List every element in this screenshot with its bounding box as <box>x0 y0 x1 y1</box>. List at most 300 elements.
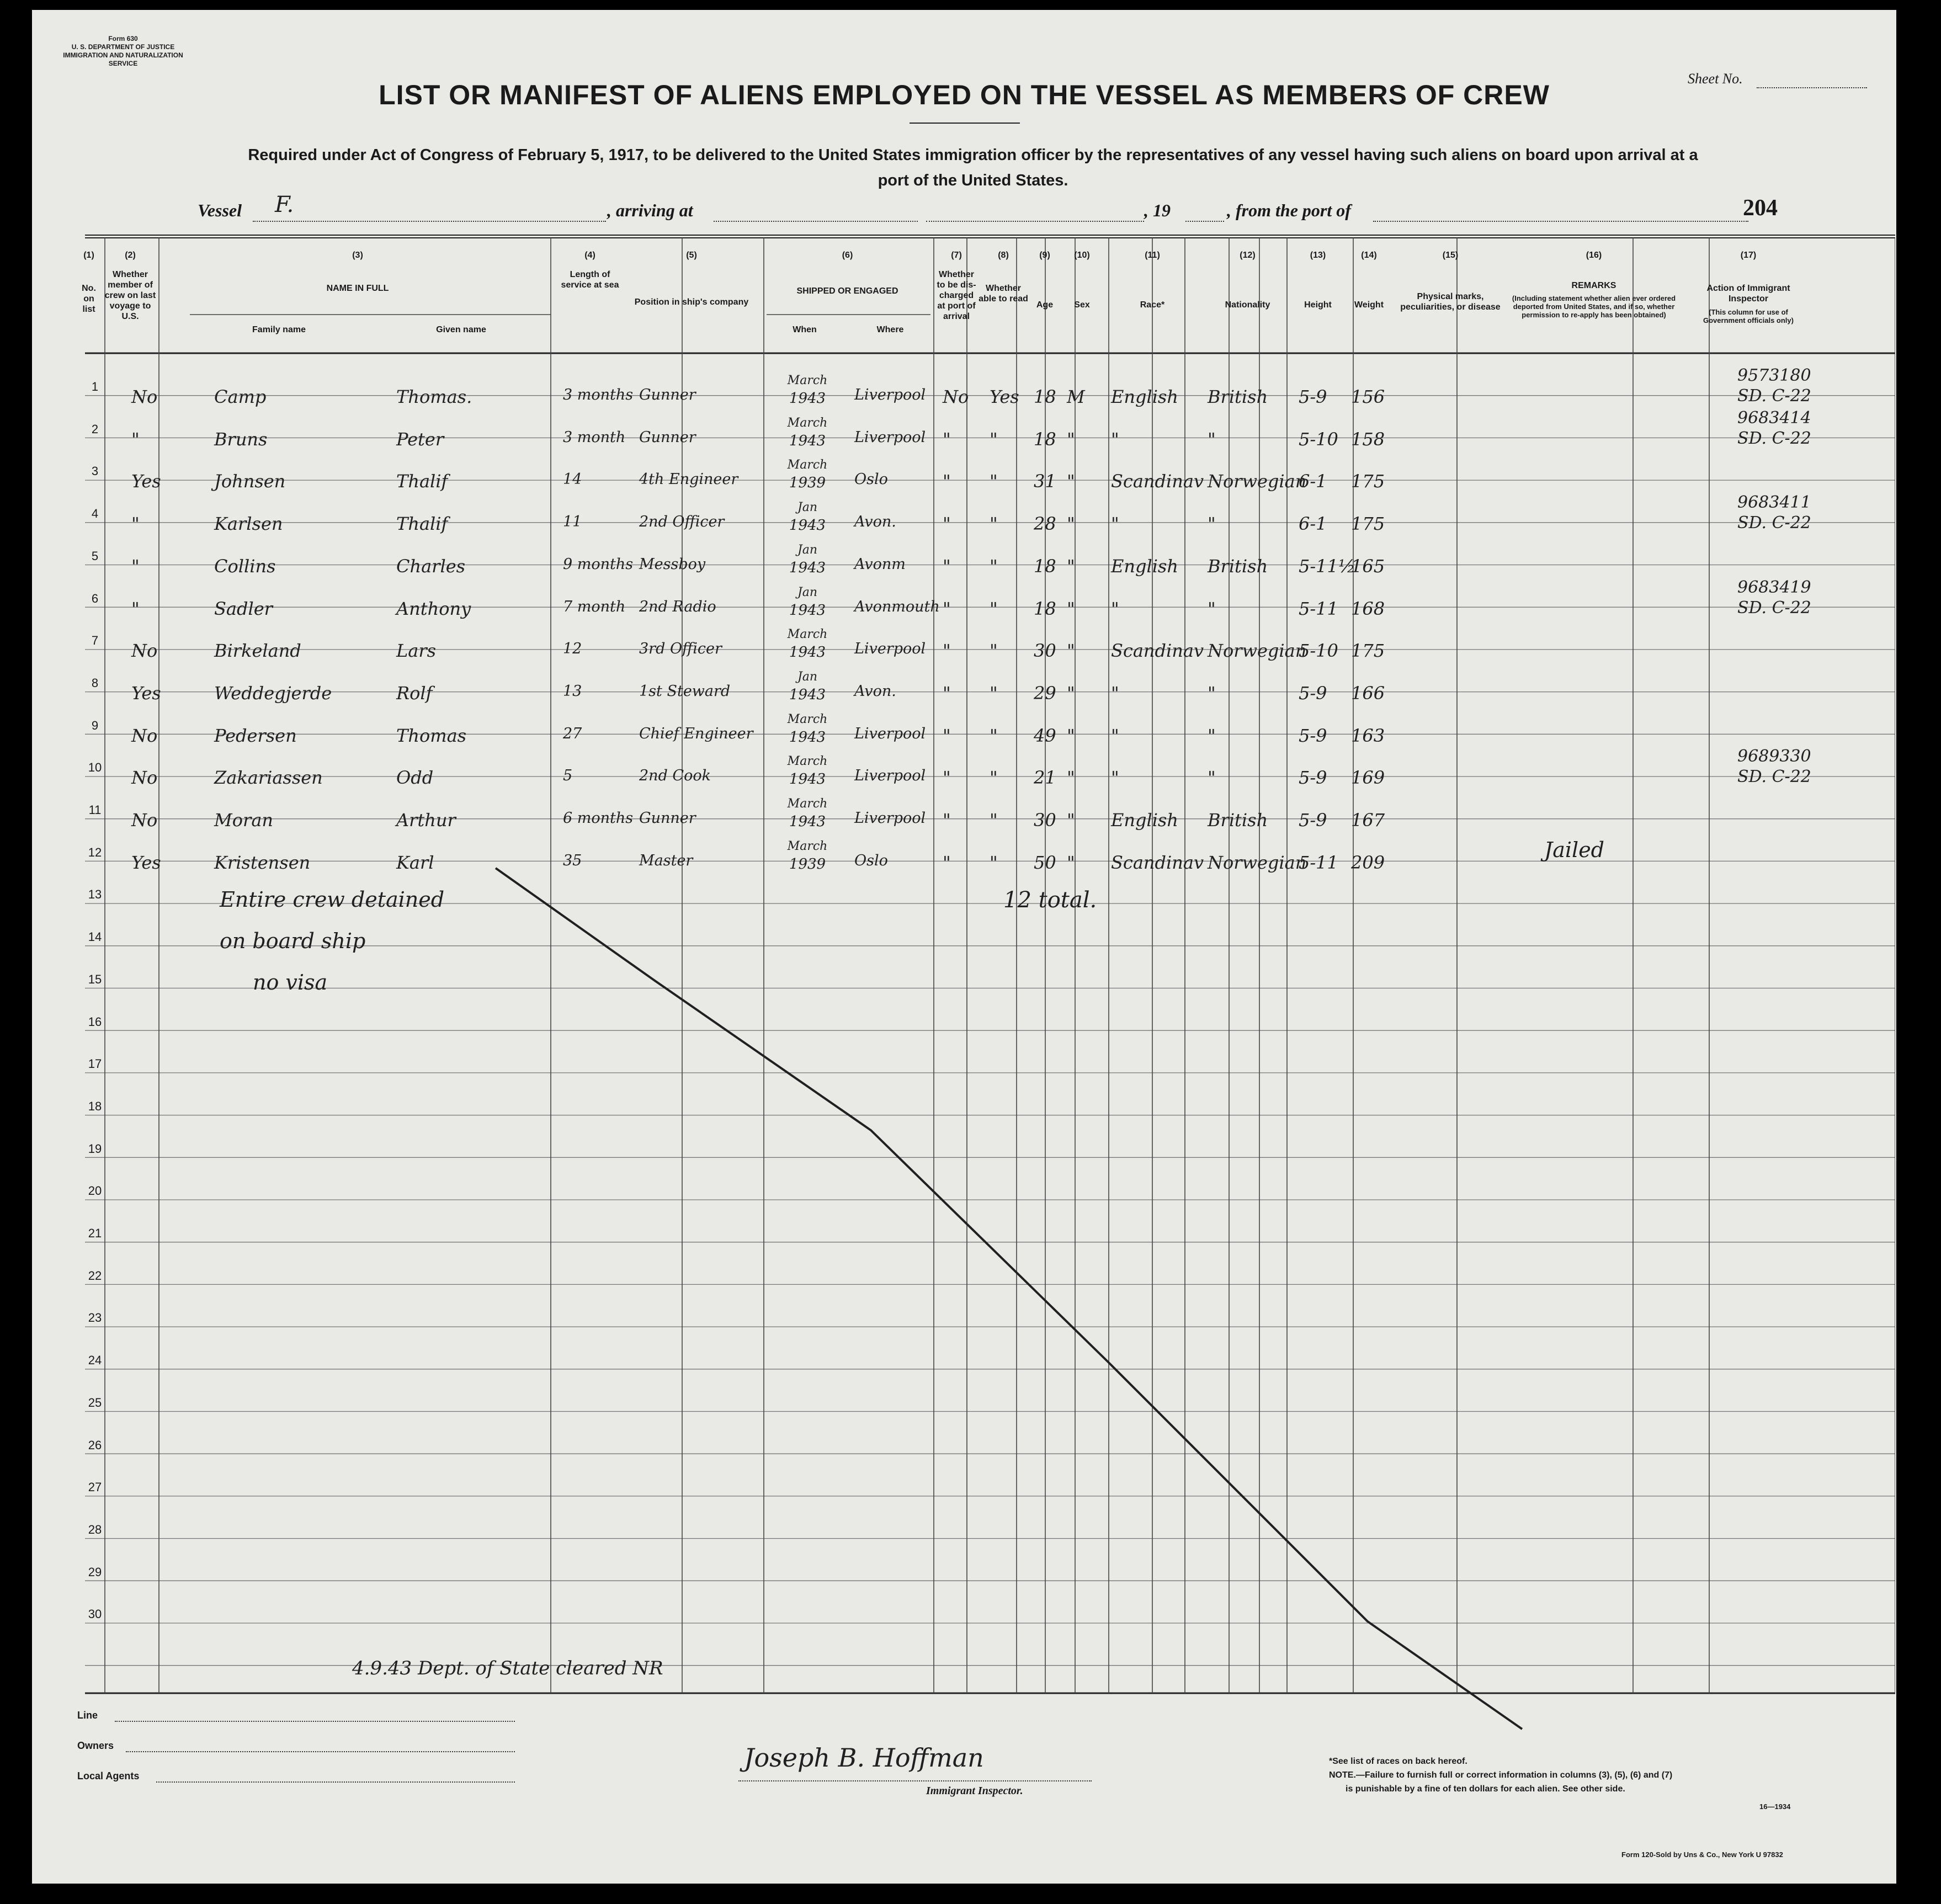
vessel-value: F. <box>275 192 294 217</box>
col6-header: SHIPPED OR ENGAGED <box>796 286 898 296</box>
col10-header: Sex <box>1074 300 1090 310</box>
given-name-cell: Karl <box>396 852 434 873</box>
col3-header: NAME IN FULL <box>326 284 389 293</box>
shipped-month-cell: March <box>787 712 828 726</box>
owners-field <box>126 1751 515 1752</box>
height-cell: 6-1 <box>1299 471 1327 492</box>
inspector-action-code: SD. C-22 <box>1737 428 1811 448</box>
row-number: 3 <box>91 464 99 478</box>
shipped-year-cell: 1943 <box>789 644 826 661</box>
port-label: , from the port of <box>1227 200 1351 220</box>
shipped-year-cell: 1943 <box>789 559 826 576</box>
arriving-label: , arriving at <box>607 200 693 220</box>
shipped-where-cell: Liverpool <box>854 386 926 403</box>
row-number: 13 <box>88 887 102 902</box>
race-cell: " <box>1111 598 1119 619</box>
race-cell: English <box>1111 386 1178 407</box>
col9-number: (9) <box>1039 251 1050 260</box>
inspector-action-number: 9683419 <box>1737 577 1811 597</box>
weight-cell: 165 <box>1351 555 1385 577</box>
race-cell: " <box>1111 725 1119 746</box>
crew-note-line-3: no visa <box>253 970 328 994</box>
family-name-cell: Kristensen <box>214 852 311 873</box>
form-code: 16—1934 <box>1759 1802 1791 1811</box>
weight-cell: 169 <box>1351 767 1385 789</box>
race-cell: English <box>1111 555 1178 577</box>
col7-header: Whether to be dis-charged at port of arrival <box>937 270 976 321</box>
nationality-cell: Norwegian <box>1208 471 1307 492</box>
discharged-cell: " <box>943 598 951 619</box>
printer-imprint: Form 120-Sold by Uns & Co., New York U 97832 <box>1621 1850 1783 1859</box>
service-length-cell: 6 months <box>563 810 634 827</box>
weight-cell: 209 <box>1351 852 1385 873</box>
prev-voyage-cell: Yes <box>131 852 161 873</box>
nationality-cell: " <box>1208 513 1216 535</box>
form-number: Form 630 <box>108 35 138 42</box>
row-number: 7 <box>91 634 99 648</box>
able-to-read-cell: " <box>990 767 998 789</box>
col2-header: Whether member of crew on last voyage to U.S. <box>104 270 156 321</box>
inspector-action-number: 9689330 <box>1737 747 1811 767</box>
inspector-action-code: SD. C-22 <box>1737 386 1811 406</box>
sex-cell: " <box>1067 598 1075 619</box>
row-number: 16 <box>88 1014 102 1029</box>
prev-voyage-cell: No <box>131 767 158 789</box>
row-number: 5 <box>91 549 99 563</box>
able-to-read-cell: " <box>990 852 998 873</box>
able-to-read-cell: " <box>990 810 998 831</box>
prev-voyage-cell: " <box>131 555 140 577</box>
col2-number: (2) <box>125 251 136 260</box>
sex-cell: " <box>1067 725 1075 746</box>
family-name-cell: Karlsen <box>214 513 283 535</box>
given-name-cell: Rolf <box>396 682 433 704</box>
discharged-cell: " <box>943 767 951 789</box>
row-number: 1 <box>91 380 99 393</box>
shipped-month-cell: Jan <box>797 543 818 557</box>
race-cell: " <box>1111 682 1119 704</box>
crew-note-line-2: on board ship <box>220 929 366 953</box>
col11-number: (11) <box>1145 251 1160 260</box>
service-length-cell: 35 <box>563 852 582 869</box>
family-name-cell: Pedersen <box>214 725 297 746</box>
service-length-cell: 27 <box>563 725 582 742</box>
inspector-action-code: SD. C-22 <box>1737 598 1811 618</box>
col3b-header: Given name <box>436 325 486 334</box>
race-cell: " <box>1111 428 1119 450</box>
owners-label: Owners <box>77 1740 114 1751</box>
col3-number: (3) <box>352 251 363 260</box>
nationality-cell: " <box>1208 598 1216 619</box>
shipped-year-cell: 1939 <box>789 855 826 873</box>
shipped-where-cell: Oslo <box>854 852 888 869</box>
row-number: 27 <box>88 1480 102 1495</box>
discharged-cell: " <box>943 682 951 704</box>
sex-cell: " <box>1067 555 1075 577</box>
family-name-cell: Zakariassen <box>214 767 323 789</box>
col8-number: (8) <box>998 251 1009 260</box>
inspector-action-number: 9683414 <box>1737 408 1811 428</box>
shipped-month-cell: March <box>787 416 828 430</box>
shipped-month-cell: Jan <box>797 669 818 684</box>
nationality-cell: Norwegian <box>1208 640 1307 662</box>
position-cell: Master <box>639 852 693 869</box>
nationality-cell: Norwegian <box>1208 852 1307 873</box>
service-length-cell: 3 months <box>563 386 634 403</box>
family-name-cell: Bruns <box>214 428 268 450</box>
weight-cell: 175 <box>1351 471 1385 492</box>
col9-header: Age <box>1036 300 1054 310</box>
shipped-month-cell: March <box>787 458 828 472</box>
col10-number: (10) <box>1074 251 1090 260</box>
given-name-cell: Odd <box>396 767 434 789</box>
row-number: 4 <box>91 507 99 521</box>
family-name-cell: Birkeland <box>214 640 301 662</box>
shipped-month-cell: Jan <box>797 585 818 599</box>
inspector-action-code: SD. C-22 <box>1737 513 1811 533</box>
age-cell: 30 <box>1034 810 1056 831</box>
row-number: 22 <box>88 1268 102 1283</box>
shipped-year-cell: 1943 <box>789 432 826 449</box>
height-cell: 5-9 <box>1299 810 1327 831</box>
prev-voyage-cell: Yes <box>131 682 161 704</box>
shipped-year-cell: 1943 <box>789 771 826 788</box>
subtitle-line-1: Required under Act of Congress of February 5, 1917, to be delivered to the United States immigration officer by the representatives of any vessel having such aliens on board upon arrival at a <box>248 146 1698 164</box>
height-cell: 5-10 <box>1299 640 1338 662</box>
age-cell: 29 <box>1034 682 1056 704</box>
nationality-cell: British <box>1208 810 1268 831</box>
col6a-header: When <box>793 325 817 334</box>
shipped-where-cell: Avonmouth <box>854 598 940 615</box>
age-cell: 21 <box>1034 767 1056 789</box>
height-cell: 5-11½ <box>1299 555 1355 577</box>
prev-voyage-cell: " <box>131 428 140 450</box>
shipped-year-cell: 1943 <box>789 602 826 619</box>
age-cell: 30 <box>1034 640 1056 662</box>
service-name: IMMIGRATION AND NATURALIZATION SERVICE <box>63 51 183 67</box>
weight-cell: 158 <box>1351 428 1385 450</box>
row-number: 11 <box>88 803 102 817</box>
col15-header: Physical marks, peculiarities, or disease <box>1400 292 1501 312</box>
row-number: 23 <box>88 1311 102 1325</box>
dept-state-note: 4.9.43 Dept. of State cleared NR <box>352 1657 663 1679</box>
service-length-cell: 13 <box>563 682 582 700</box>
discharged-cell: " <box>943 555 951 577</box>
shipped-month-cell: March <box>787 374 828 387</box>
service-length-cell: 11 <box>563 513 582 531</box>
department-name: U. S. DEPARTMENT OF JUSTICE <box>71 43 175 51</box>
row-number: 8 <box>91 676 99 690</box>
weight-cell: 166 <box>1351 682 1385 704</box>
row-number: 21 <box>88 1226 102 1240</box>
row-number: 24 <box>88 1353 102 1368</box>
discharged-cell: " <box>943 852 951 873</box>
signature-line <box>738 1780 1092 1781</box>
family-name-cell: Moran <box>214 810 274 831</box>
position-cell: Chief Engineer <box>639 725 753 742</box>
col1-header: No. on list <box>82 284 96 314</box>
col5-number: (5) <box>686 251 697 260</box>
discharged-cell: " <box>943 428 951 450</box>
col12-number: (12) <box>1240 251 1256 260</box>
penalty-note-2: is punishable by a fine of ten dollars for each alien. See other side. <box>1346 1784 1625 1794</box>
race-cell: English <box>1111 810 1178 831</box>
given-name-cell: Lars <box>396 640 437 662</box>
family-name-cell: Weddegjerde <box>214 682 332 704</box>
inspector-label: Immigrant Inspector. <box>926 1785 1023 1797</box>
sheet-number-label: Sheet No. <box>1688 71 1743 87</box>
col17-subheader: (This column for use of Government officials only) <box>1703 308 1794 325</box>
sex-cell: " <box>1067 640 1075 662</box>
row-number: 10 <box>88 760 102 775</box>
height-cell: 5-11 <box>1299 852 1338 873</box>
row-number: 19 <box>88 1141 102 1156</box>
able-to-read-cell: " <box>990 682 998 704</box>
given-name-cell: Thalif <box>396 513 448 535</box>
sex-cell: " <box>1067 682 1075 704</box>
line-label: Line <box>77 1710 98 1721</box>
family-name-cell: Camp <box>214 386 267 407</box>
col6-number: (6) <box>842 251 853 260</box>
shipped-year-cell: 1939 <box>789 475 826 492</box>
age-cell: 49 <box>1034 725 1056 746</box>
sex-cell: " <box>1067 471 1075 492</box>
height-cell: 5-10 <box>1299 428 1338 450</box>
col17-header: Action of Immigrant Inspector <box>1706 284 1790 304</box>
races-note: *See list of races on back hereof. <box>1329 1757 1467 1766</box>
shipped-where-cell: Liverpool <box>854 640 926 658</box>
shipped-year-cell: 1943 <box>789 813 826 830</box>
row-number: 12 <box>88 845 102 859</box>
sex-cell: " <box>1067 428 1075 450</box>
shipped-year-cell: 1943 <box>789 390 826 407</box>
inspector-action-number: 9573180 <box>1737 366 1811 385</box>
height-cell: 5-9 <box>1299 725 1327 746</box>
weight-cell: 163 <box>1351 725 1385 746</box>
position-cell: 1st Steward <box>639 682 731 700</box>
local-agents-label: Local Agents <box>77 1770 140 1781</box>
able-to-read-cell: " <box>990 598 998 619</box>
prev-voyage-cell: No <box>131 810 158 831</box>
diagonal-cancel-line <box>32 10 1896 1884</box>
service-length-cell: 5 <box>563 767 573 785</box>
service-length-cell: 7 month <box>563 598 626 615</box>
height-cell: 5-9 <box>1299 767 1327 789</box>
able-to-read-cell: " <box>990 513 998 535</box>
col7-number: (7) <box>951 251 962 260</box>
row-number: 30 <box>88 1607 102 1621</box>
col11-header: Race* <box>1140 300 1165 310</box>
penalty-note-1: NOTE.—Failure to furnish full or correct information in columns (3), (5), (6) and (7) <box>1329 1770 1673 1780</box>
able-to-read-cell: " <box>990 640 998 662</box>
page-title: LIST OR MANIFEST OF ALIENS EMPLOYED ON THE VESSEL AS MEMBERS OF CREW <box>379 79 1550 110</box>
col3a-header: Family name <box>252 325 306 334</box>
position-cell: 2nd Officer <box>639 513 725 531</box>
discharged-cell: " <box>943 810 951 831</box>
row-number: 25 <box>88 1395 102 1410</box>
subtitle-line-2: port of the United States. <box>878 172 1068 189</box>
col17-number: (17) <box>1740 251 1757 260</box>
sex-cell: M <box>1067 386 1085 407</box>
prev-voyage-cell: No <box>131 640 158 662</box>
service-length-cell: 3 month <box>563 428 626 446</box>
shipped-month-cell: Jan <box>797 501 818 515</box>
prev-voyage-cell: " <box>131 598 140 619</box>
nationality-cell: " <box>1208 428 1216 450</box>
family-name-cell: Johnsen <box>214 471 286 492</box>
shipped-year-cell: 1943 <box>789 686 826 703</box>
sex-cell: " <box>1067 810 1075 831</box>
prev-voyage-cell: No <box>131 725 158 746</box>
able-to-read-cell: " <box>990 471 998 492</box>
position-cell: 2nd Radio <box>639 598 716 615</box>
row-number: 15 <box>88 972 102 986</box>
given-name-cell: Thalif <box>396 471 448 492</box>
vessel-label: Vessel <box>198 200 242 220</box>
shipped-where-cell: Liverpool <box>854 725 926 742</box>
weight-cell: 167 <box>1351 810 1385 831</box>
family-name-cell: Collins <box>214 555 276 577</box>
nationality-cell: " <box>1208 682 1216 704</box>
family-name-cell: Sadler <box>214 598 273 619</box>
jailed-remark: Jailed <box>1544 838 1605 862</box>
given-name-cell: Charles <box>396 555 466 577</box>
shipped-where-cell: Liverpool <box>854 428 926 446</box>
given-name-cell: Peter <box>396 428 444 450</box>
age-cell: 50 <box>1034 852 1056 873</box>
position-cell: Messboy <box>639 555 706 573</box>
shipped-where-cell: Avon. <box>854 682 896 700</box>
discharged-cell: " <box>943 471 951 492</box>
col4-header: Length of service at sea <box>561 270 619 290</box>
col4-number: (4) <box>584 251 595 260</box>
position-cell: Gunner <box>639 810 696 827</box>
discharged-cell: No <box>943 386 969 407</box>
row-number: 28 <box>88 1522 102 1536</box>
race-cell: Scandinav <box>1111 471 1204 492</box>
row-number: 2 <box>91 422 99 436</box>
row-number: 20 <box>88 1184 102 1198</box>
sex-cell: " <box>1067 513 1075 535</box>
nationality-cell: " <box>1208 725 1216 746</box>
shipped-year-cell: 1943 <box>789 517 826 534</box>
col13-number: (13) <box>1310 251 1326 260</box>
col13-header: Height <box>1304 300 1332 310</box>
age-cell: 31 <box>1034 471 1056 492</box>
able-to-read-cell: Yes <box>990 386 1019 407</box>
row-number: 9 <box>91 718 99 732</box>
position-cell: 2nd Cook <box>639 767 711 785</box>
col15-number: (15) <box>1442 251 1459 260</box>
inspector-action-code: SD. C-22 <box>1737 767 1811 787</box>
sex-cell: " <box>1067 767 1075 789</box>
row-number: 29 <box>88 1565 102 1579</box>
col6b-header: Where <box>876 325 904 334</box>
shipped-month-cell: March <box>787 754 828 769</box>
nationality-cell: " <box>1208 767 1216 789</box>
prev-voyage-cell: No <box>131 386 158 407</box>
discharged-cell: " <box>943 640 951 662</box>
race-cell: Scandinav <box>1111 852 1204 873</box>
position-cell: Gunner <box>639 386 696 403</box>
position-cell: 3rd Officer <box>639 640 722 658</box>
col16-number: (16) <box>1586 251 1602 260</box>
col12-header: Nationality <box>1225 300 1270 310</box>
service-length-cell: 14 <box>563 471 582 488</box>
total-note: 12 total. <box>1003 887 1097 913</box>
row-number: 6 <box>91 591 99 605</box>
shipped-where-cell: Liverpool <box>854 767 926 785</box>
position-cell: Gunner <box>639 428 696 446</box>
row-number: 17 <box>88 1057 102 1071</box>
discharged-cell: " <box>943 513 951 535</box>
inspector-signature: Joseph B. Hoffman <box>744 1743 984 1773</box>
able-to-read-cell: " <box>990 428 998 450</box>
col14-header: Weight <box>1354 300 1384 310</box>
able-to-read-cell: " <box>990 725 998 746</box>
given-name-cell: Thomas <box>396 725 467 746</box>
discharged-cell: " <box>943 725 951 746</box>
inspector-action-number: 9683411 <box>1737 493 1811 513</box>
given-name-cell: Thomas. <box>396 386 472 407</box>
row-number: 26 <box>88 1438 102 1452</box>
shipped-month-cell: March <box>787 627 828 642</box>
col16-subheader: (Including statement whether alien ever ordered deported from United States, and if so, whether permission to re-apply has been obtained) <box>1512 294 1676 319</box>
height-cell: 5-11 <box>1299 598 1338 619</box>
manifest-sheet <box>32 10 1896 1884</box>
col5-header: Position in ship's company <box>634 297 749 307</box>
row-number: 18 <box>88 1099 102 1113</box>
weight-cell: 156 <box>1351 386 1385 407</box>
weight-cell: 168 <box>1351 598 1385 619</box>
prev-voyage-cell: " <box>131 513 140 535</box>
age-cell: 18 <box>1034 386 1056 407</box>
row-number: 14 <box>88 930 102 944</box>
line-field <box>115 1721 515 1722</box>
crew-note-line-1: Entire crew detained <box>220 887 445 912</box>
shipped-where-cell: Avonm <box>854 555 906 573</box>
nationality-cell: British <box>1208 386 1268 407</box>
col16-header: REMARKS <box>1571 281 1616 290</box>
service-length-cell: 12 <box>563 640 582 658</box>
shipped-month-cell: March <box>787 797 828 811</box>
col1-number: (1) <box>83 251 94 260</box>
col14-number: (14) <box>1361 251 1377 260</box>
shipped-month-cell: March <box>787 839 828 853</box>
shipped-where-cell: Oslo <box>854 471 888 488</box>
shipped-where-cell: Avon. <box>854 513 896 531</box>
able-to-read-cell: " <box>990 555 998 577</box>
weight-cell: 175 <box>1351 513 1385 535</box>
age-cell: 18 <box>1034 598 1056 619</box>
height-cell: 5-9 <box>1299 682 1327 704</box>
page-number: 204 <box>1743 195 1778 221</box>
height-cell: 6-1 <box>1299 513 1327 535</box>
prev-voyage-cell: Yes <box>131 471 161 492</box>
nationality-cell: British <box>1208 555 1268 577</box>
position-cell: 4th Engineer <box>639 471 738 488</box>
age-cell: 18 <box>1034 555 1056 577</box>
col8-header: Whether able to read <box>979 284 1028 304</box>
local-agents-field <box>156 1781 515 1783</box>
given-name-cell: Anthony <box>396 598 471 619</box>
race-cell: Scandinav <box>1111 640 1204 662</box>
given-name-cell: Arthur <box>396 810 456 831</box>
height-cell: 5-9 <box>1299 386 1327 407</box>
weight-cell: 175 <box>1351 640 1385 662</box>
race-cell: " <box>1111 767 1119 789</box>
race-cell: " <box>1111 513 1119 535</box>
